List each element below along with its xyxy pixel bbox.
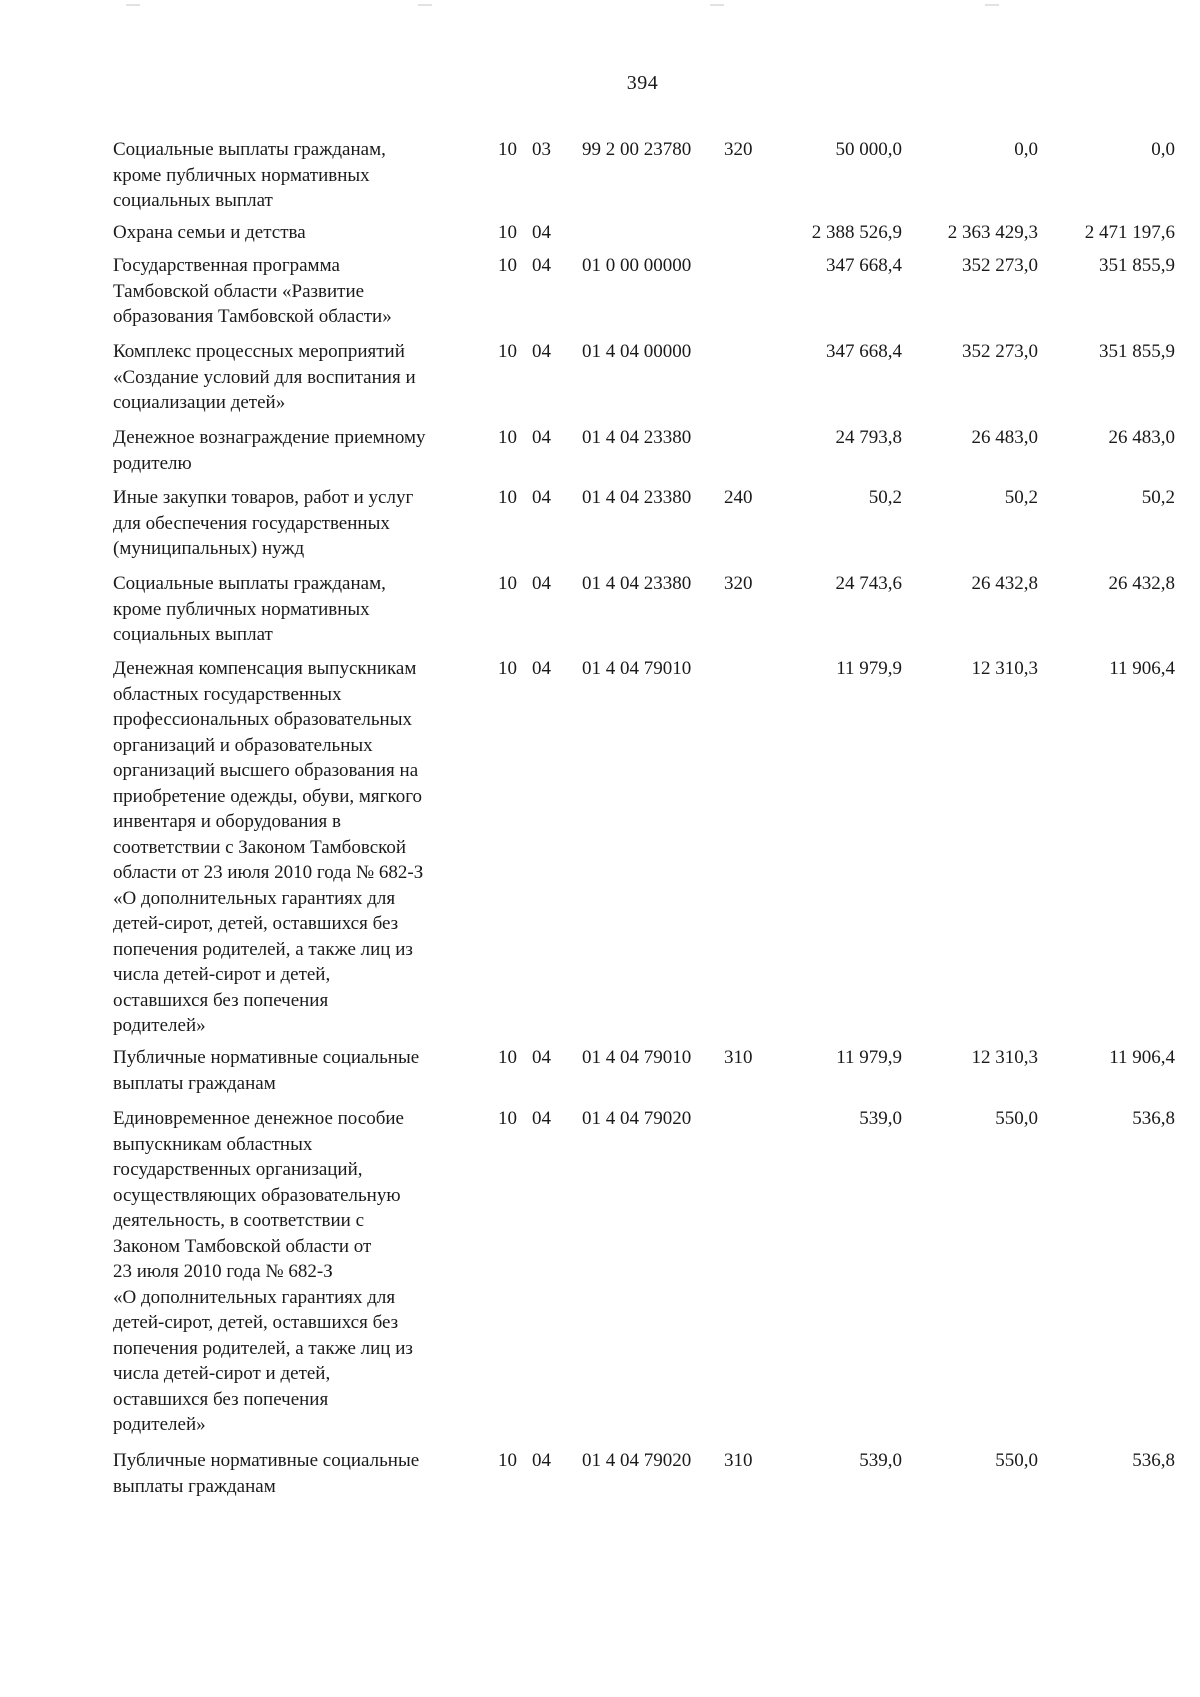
row-target-code: 01 4 04 23380: [582, 487, 692, 508]
row-amount-year2: 352 273,0: [962, 341, 1038, 362]
row-name: Государственная программа Тамбовской области «Развитие образования Тамбовской области»: [113, 255, 392, 327]
row-amount-year1: 24 743,6: [835, 573, 902, 594]
row-amount-year2: 2 363 429,3: [947, 222, 1038, 243]
row-subsection: 04: [532, 487, 551, 508]
row-amount-year3: 0,0: [1151, 139, 1175, 160]
row-name: Денежное вознаграждение приемному родителю: [113, 427, 426, 474]
row-section: 10: [498, 1047, 517, 1068]
row-amount-year2: 550,0: [995, 1450, 1038, 1471]
row-expense-type: 310: [724, 1450, 753, 1471]
row-target-code: 01 4 04 79010: [582, 658, 692, 679]
row-target-code: 01 4 04 23380: [582, 573, 692, 594]
row-amount-year3: 351 855,9: [1099, 341, 1175, 362]
row-amount-year3: 2 471 197,6: [1084, 222, 1175, 243]
row-amount-year2: 550,0: [995, 1108, 1038, 1129]
row-amount-year3: 26 432,8: [1108, 573, 1175, 594]
row-name: Публичные нормативные социальные выплаты гражданам: [113, 1047, 420, 1094]
row-name: Охрана семьи и детства: [113, 222, 306, 243]
row-section: 10: [498, 1108, 517, 1129]
row-target-code: 01 4 04 00000: [582, 341, 692, 362]
row-target-code: 01 0 00 00000: [582, 255, 692, 276]
row-subsection: 03: [532, 139, 551, 160]
row-expense-type: 320: [724, 139, 753, 160]
row-amount-year1: 11 979,9: [836, 1047, 902, 1068]
row-name: Комплекс процессных мероприятий «Создание условий для воспитания и социализации детей»: [113, 341, 416, 413]
row-target-code: 01 4 04 79010: [582, 1047, 692, 1068]
row-amount-year1: 539,0: [859, 1450, 902, 1471]
row-amount-year1: 11 979,9: [836, 658, 902, 679]
row-target-code: 01 4 04 23380: [582, 427, 692, 448]
row-name: Публичные нормативные социальные выплаты гражданам: [113, 1450, 420, 1497]
row-subsection: 04: [532, 427, 551, 448]
row-amount-year3: 50,2: [1141, 487, 1175, 508]
row-name: Иные закупки товаров, работ и услуг для обеспечения государственных (муниципальных) нужд: [113, 487, 414, 559]
row-name: Социальные выплаты гражданам, кроме публичных нормативных социальных выплат: [113, 139, 386, 211]
row-section: 10: [498, 255, 517, 276]
row-expense-type: 320: [724, 573, 753, 594]
row-amount-year1: 2 388 526,9: [811, 222, 902, 243]
row-section: 10: [498, 658, 517, 679]
row-amount-year1: 24 793,8: [835, 427, 902, 448]
row-section: 10: [498, 139, 517, 160]
row-subsection: 04: [532, 255, 551, 276]
row-amount-year2: 50,2: [1004, 487, 1038, 508]
row-target-code: 99 2 00 23780: [582, 139, 692, 160]
row-name: Единовременное денежное пособие выпускникам областных государственных организаций, осуществляющих образовательную деятельность, в соответствии с Законом Тамбовской области от 23 июля 2010 года № 682-З «О дополнительных гарантиях для детей-сирот, детей, оставшихся без попечения родителей, а также лиц из числа детей-сирот и детей, оставшихся без попечения родителей»: [113, 1108, 413, 1435]
row-amount-year2: 26 432,8: [971, 573, 1038, 594]
row-amount-year3: 26 483,0: [1108, 427, 1175, 448]
page-number: 394: [626, 72, 659, 94]
row-section: 10: [498, 487, 517, 508]
row-subsection: 04: [532, 222, 551, 243]
row-subsection: 04: [532, 658, 551, 679]
row-amount-year2: 12 310,3: [971, 658, 1038, 679]
row-amount-year1: 50,2: [868, 487, 902, 508]
row-amount-year3: 11 906,4: [1109, 658, 1175, 679]
row-amount-year1: 347 668,4: [826, 255, 902, 276]
row-amount-year2: 12 310,3: [971, 1047, 1038, 1068]
row-amount-year2: 352 273,0: [962, 255, 1038, 276]
row-section: 10: [498, 427, 517, 448]
row-amount-year3: 351 855,9: [1099, 255, 1175, 276]
row-amount-year1: 539,0: [859, 1108, 902, 1129]
row-target-code: 01 4 04 79020: [582, 1450, 692, 1471]
row-amount-year3: 536,8: [1132, 1450, 1175, 1471]
row-amount-year2: 26 483,0: [971, 427, 1038, 448]
row-amount-year3: 536,8: [1132, 1108, 1175, 1129]
row-section: 10: [498, 341, 517, 362]
row-expense-type: 240: [724, 487, 753, 508]
row-amount-year2: 0,0: [1014, 139, 1038, 160]
row-section: 10: [498, 222, 517, 243]
row-amount-year1: 50 000,0: [835, 139, 902, 160]
row-subsection: 04: [532, 1450, 551, 1471]
row-amount-year3: 11 906,4: [1109, 1047, 1175, 1068]
row-subsection: 04: [532, 1108, 551, 1129]
row-subsection: 04: [532, 1047, 551, 1068]
row-subsection: 04: [532, 341, 551, 362]
row-subsection: 04: [532, 573, 551, 594]
row-expense-type: 310: [724, 1047, 753, 1068]
row-target-code: 01 4 04 79020: [582, 1108, 692, 1129]
row-amount-year1: 347 668,4: [826, 341, 902, 362]
row-section: 10: [498, 1450, 517, 1471]
row-name: Социальные выплаты гражданам, кроме публичных нормативных социальных выплат: [113, 573, 386, 645]
row-name: Денежная компенсация выпускникам областных государственных профессиональных образовательных организаций и образовательных организаций высшего образования на приобретение одежды, обуви, мягкого инвентаря и оборудования в соответствии с Законом Тамбовской области от 23 июля 2010 года № 682-З «О дополнительных гарантиях для детей-сирот, детей, оставшихся без попечения родителей, а также лиц из числа детей-сирот и детей, оставшихся без попечения родителей»: [113, 658, 424, 1036]
row-section: 10: [498, 573, 517, 594]
